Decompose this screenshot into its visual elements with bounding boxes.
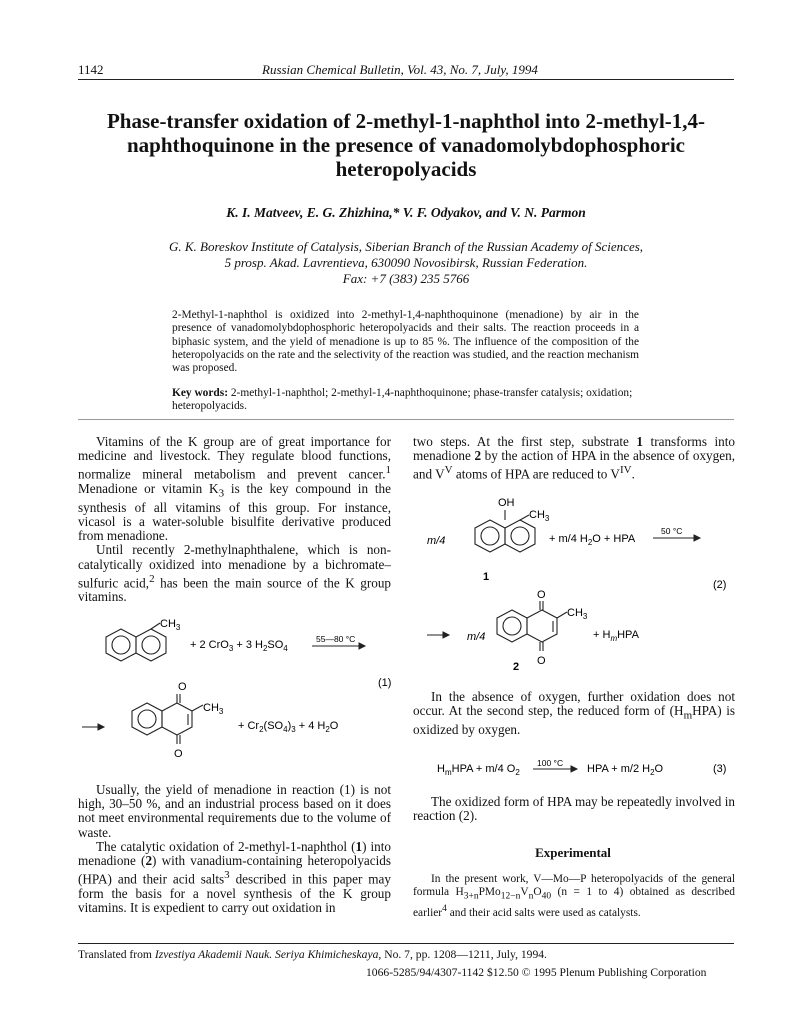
- eq3-conditions: 100 °C: [537, 758, 564, 768]
- ch3-label: $CH_3$: [203, 702, 224, 716]
- paragraph: In the absence of oxygen, further oxidation does not occur. At the second step, the reduced form of $(H_mHPA)$ is oxidized by oxygen.: [413, 689, 735, 738]
- menadione-structure: [497, 601, 567, 651]
- eq3-rhs: HPA + m/2 $H_2O$: [587, 763, 664, 777]
- keywords-text: 2-methyl-1-naphthol; 2-methyl-1,4-naphthoquinone; phase-transfer catalysis; oxidation; heteropolyacids.: [172, 387, 633, 413]
- equation-3: [413, 756, 735, 778]
- reaction-arrow: [82, 724, 104, 730]
- journal-header: Russian Chemical Bulletin, Vol. 43, No. 7, July, 1994: [262, 62, 538, 77]
- paragraph: Until recently 2-methylnaphthalene, which is non-catalytically oxidized into menadione by a bichromate–sulfuric acid,$^2$ has been the main source of the K group vitamins.: [78, 542, 392, 605]
- section-heading-experimental: Experimental: [535, 845, 611, 860]
- ch3-label: $CH_3$: [529, 509, 550, 523]
- eq1-products: + $Cr_2(SO_4)_3 + 4$ $H_2O$: [238, 720, 339, 734]
- methylnaphthalene-structure: [106, 623, 166, 661]
- eq2-products: + $H_mHPA$: [593, 629, 639, 643]
- abstract-rule: [78, 419, 734, 420]
- experimental-text: In the present work, V—Mo—P heteropolyacids of the general formula $H_{3+n}PMo_{12-n}V_nO_{40}$ (n = 1 to 4) obtained as described earlier$^4$ and their acid salts were used as catalysts.: [413, 873, 735, 920]
- footer-rule: [78, 943, 734, 944]
- copyright-line: 1066-5285/94/4307-1142 $12.50 © 1995 Plenum Publishing Corporation: [366, 966, 707, 979]
- authors: K. I. Matveev, E. G. Zhizhina,* V. F. Odyakov, and V. N. Parmon: [226, 205, 586, 220]
- eq1-reagents: + 2 CrO$_3$ + 3 $H_2SO_4$: [190, 639, 288, 653]
- compound-1-label: 1: [483, 571, 490, 583]
- affiliation: [78, 239, 734, 287]
- eq2-reagents: + m/4 $H_2O$ + HPA: [549, 533, 636, 547]
- left-column-top: [78, 435, 391, 605]
- paper-title: Phase-transfer oxidation of 2-methyl-1-naphthol into 2-methyl-1,4-naphthoquinone in the presence of vanadomolybdophosphoric heteropolyacids: [106, 109, 706, 181]
- stoich-m4: m/4: [427, 535, 446, 547]
- menadione-structure: [132, 694, 203, 744]
- reaction-arrow: [427, 632, 449, 638]
- carbonyl-o: O: [178, 681, 187, 693]
- hydroxyl-label: OH: [498, 497, 515, 509]
- eq3-lhs: $H_mHPA + m/4$ $O_2$: [437, 763, 520, 777]
- carbonyl-o: O: [537, 655, 546, 667]
- right-column-top: [413, 435, 735, 482]
- keywords-label: Key words:: [172, 387, 228, 399]
- stoich-m4: m/4: [467, 631, 486, 643]
- paragraph: Vitamins of the K group are of great importance for medicine and livestock. They regulate blood functions, normalize mineral metabolism and prevent cancer.$^1$ Menadione or vitamin $K_3$ is the key compound in the synthesis of all vitamins of this group. For instance, vicasol is a water-soluble bisulfite derivative produced from menadione.: [78, 434, 391, 544]
- right-column-middle: [413, 690, 735, 737]
- eq2-conditions: 50 °C: [661, 526, 683, 536]
- equation-2: [413, 490, 735, 680]
- affiliation-line-2: 5 prosp. Akad. Lavrentieva, 630090 Novosibirsk, Russian Federation.: [224, 255, 588, 270]
- translation-note: Translated from Izvestiya Akademii Nauk. Seriya Khimicheskaya, No. 7, pp. 1208—1211, July, 1994.: [78, 948, 547, 961]
- keywords: [172, 387, 639, 414]
- eq3-number: (3): [713, 763, 727, 775]
- paragraph: The oxidized form of HPA may be repeatedly involved in reaction (2).: [413, 794, 735, 824]
- eq1-conditions: 55—80 °C: [316, 634, 356, 644]
- paragraph: Usually, the yield of menadione in reaction (1) is not high, 30–50 %, and an industrial process based on it does not meet environmental requirements due to the volume of waste.: [78, 782, 391, 840]
- carbonyl-o: O: [537, 589, 546, 601]
- eq2-number: (2): [713, 579, 727, 591]
- affiliation-line-1: G. K. Boreskov Institute of Catalysis, Siberian Branch of the Russian Academy of Sciences,: [168, 239, 644, 254]
- paragraph: two steps. At the first step, substrate 1 transforms into menadione 2 by the action of HPA in the absence of oxygen, and $V^V$ atoms of HPA are reduced to $V^{IV}$.: [413, 434, 735, 482]
- eq1-number: (1): [378, 677, 392, 689]
- affiliation-fax: Fax: +7 (383) 235 5766: [342, 271, 470, 286]
- abstract: 2-Methyl-1-naphthol is oxidized into 2-methyl-1,4-naphthoquinone (menadione) by air in the presence of vanadomolybdophosphoric heteropolyacids and their salts. The reaction proceeds in a biphasic system, and the yield of menadione is up to 85 %. The influence of the composition of the heteropolyacids on the rate and the selectivity of the reaction was studied, and the reaction mechanism was proposed.: [172, 309, 639, 375]
- methylnaphthol-structure: [475, 510, 535, 552]
- paragraph: The catalytic oxidation of 2-methyl-1-naphthol (1) into menadione (2) with vanadium-containing heteropolyacids (HPA) and their acid salts$^3$ described in this paper may form the basis for a novel synthesis of the K group vitamins. It is expedient to carry out oxidation in: [78, 838, 392, 916]
- carbonyl-o: O: [174, 748, 183, 760]
- right-column-lower: [413, 795, 735, 823]
- page-number: 1142: [78, 62, 104, 77]
- compound-2-label: 2: [513, 661, 520, 673]
- equation-1: [78, 615, 398, 775]
- ch3-label: $CH_3$: [160, 618, 181, 632]
- left-column-bottom: [78, 783, 391, 915]
- header-rule: [78, 79, 734, 80]
- ch3-label: $CH_3$: [567, 607, 588, 621]
